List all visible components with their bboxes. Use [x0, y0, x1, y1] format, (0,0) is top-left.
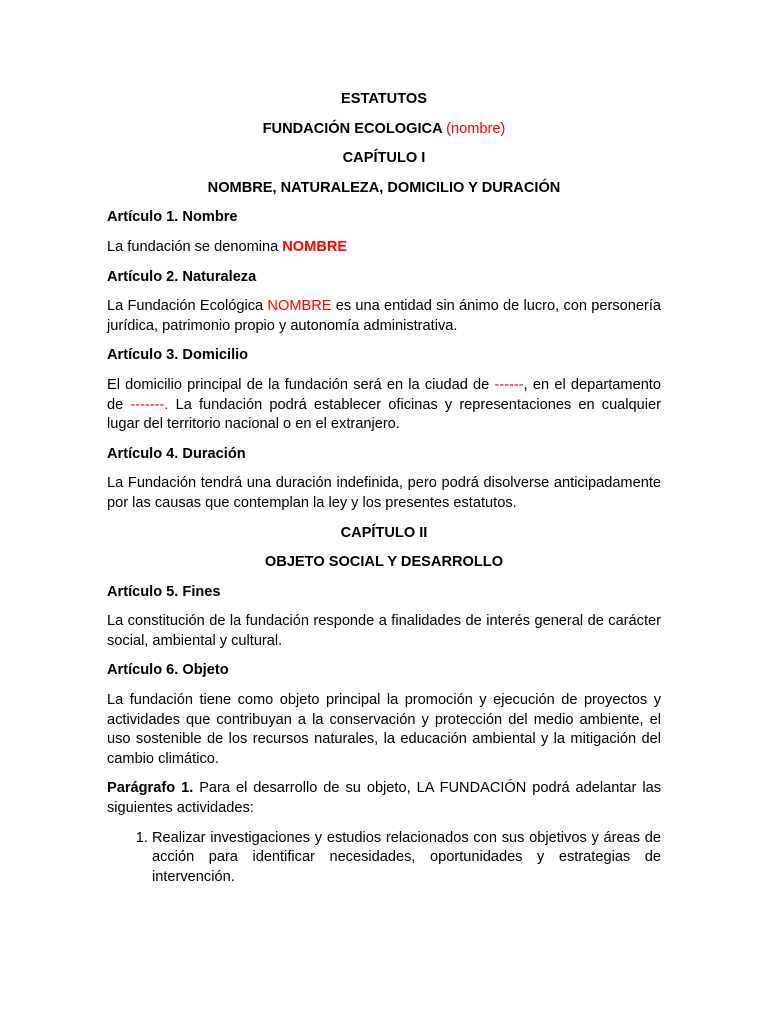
article-2-body — [107, 297, 661, 336]
article-1-placeholder: NOMBRE — [282, 238, 348, 255]
article-3-text-a: El domicilio principal de la fundación será en la ciudad de — [107, 376, 495, 393]
article-4-body: La Fundación tendrá una duración indefinida, pero podrá disolverse anticipadamente por las causas que contemplan la ley y los presentes estatutos. — [107, 475, 661, 511]
document-title: ESTATUTOS — [341, 91, 427, 107]
article-3-text-b: , en el departamento de — [107, 376, 661, 413]
chapter-2-label: CAPÍTULO II — [340, 524, 428, 541]
article-3-body — [107, 376, 661, 435]
article-3-text-c: La fundación podrá establecer oficinas y representaciones en cualquier lugar del territorio nacional o en el extranjero. — [107, 396, 661, 433]
article-5-body: La constitución de la fundación responde a finalidades de interés general de carácter social, ambiental y cultural. — [107, 613, 661, 649]
article-2-placeholder: NOMBRE — [267, 298, 332, 315]
paragraph-1-label: Parágrafo 1. — [107, 780, 194, 797]
article-1-text: La fundación se denomina — [107, 238, 283, 255]
paragraph-1-text: Para el desarrollo de su objeto, LA FUNDACIÓN podrá adelantar las siguientes actividades: — [107, 780, 661, 817]
subtitle-placeholder: (nombre) — [446, 120, 506, 137]
article-3-dept-placeholder: -------. — [130, 396, 169, 413]
article-1-heading: Artículo 1. Nombre — [107, 209, 238, 226]
chapter-1-name: NOMBRE, NATURALEZA, DOMICILIO Y DURACIÓN — [207, 179, 561, 196]
article-3-heading: Artículo 3. Domicilio — [107, 347, 249, 364]
article-6-heading: Artículo 6. Objeto — [107, 662, 229, 679]
article-4-heading: Artículo 4. Duración — [107, 445, 246, 462]
article-1-body — [107, 238, 661, 258]
chapter-1-label: CAPÍTULO I — [342, 150, 426, 167]
article-2-text-b: es una entidad sin ánimo de lucro, con personería jurídica, patrimonio propio y autonomía administrativa. — [107, 298, 661, 334]
chapter-2-name: OBJETO SOCIAL Y DESARROLLO — [264, 554, 504, 571]
article-2-text-a: La Fundación Ecológica — [107, 298, 268, 315]
list-item: 1. Realizar investigaciones y estudios relacionados con sus objetivos y áreas de acción para identificar necesidades, oportunidades y estrategias de intervención. — [152, 829, 661, 888]
subtitle-text: FUNDACIÓN ECOLOGICA — [262, 120, 443, 137]
article-5-heading: Artículo 5. Fines — [107, 583, 221, 600]
article-3-city-placeholder: ------ — [494, 376, 524, 393]
activities-list — [107, 829, 661, 888]
article-2-heading: Artículo 2. Naturaleza — [107, 268, 257, 285]
article-6-body: La fundación tiene como objeto principal la promoción y ejecución de proyectos y actividades que contribuyan a la conservación y protección del medio ambiente, el uso sostenible de los recursos naturales, la educación ambiental y la mitigación del cambio climático. — [107, 692, 661, 767]
document-page — [107, 90, 661, 887]
document-subtitle — [107, 120, 661, 140]
paragraph-1 — [107, 779, 661, 818]
